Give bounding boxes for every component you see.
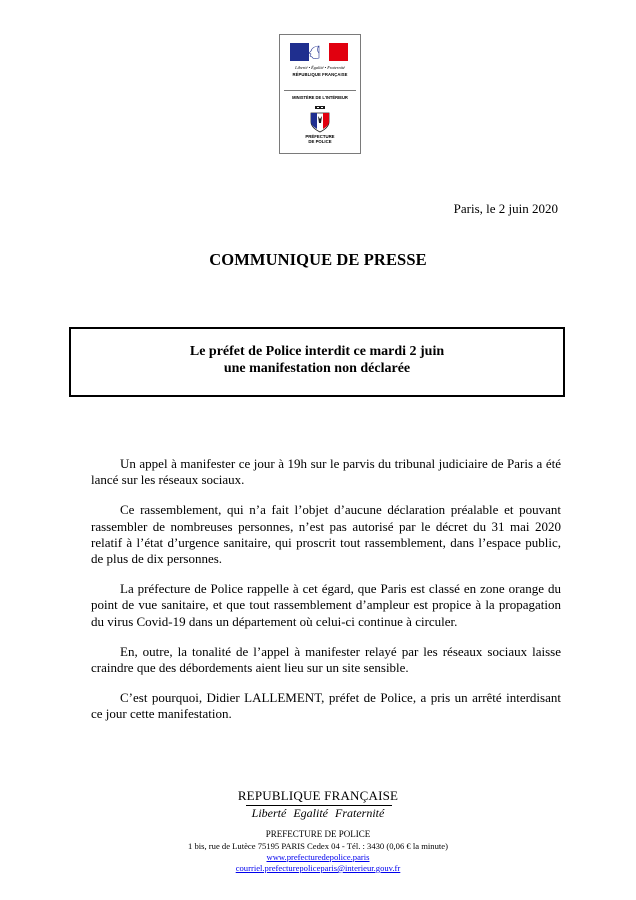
- paragraph: C’est pourquoi, Didier LALLEMENT, préfet de Police, a pris un arrêté interdisant ce jour cette manifestation.: [91, 690, 561, 722]
- ministry-label: MINISTÈRE DE L'INTÉRIEUR: [292, 95, 348, 100]
- logo-motto: Liberté • Égalité • Fraternité: [295, 65, 345, 70]
- paragraph: La préfecture de Police rappelle à cet égard, que Paris est classé en zone orange du point de vue sanitaire, et que tout rassemblement d’ampleur est propice à la propagation du virus Covid-19 dans un département où celui-ci continue à circuler.: [91, 581, 561, 629]
- footer-motto: Liberté Egalité Fraternité: [251, 806, 385, 820]
- logo-republic-label: RÉPUBLIQUE FRANÇAISE: [292, 72, 348, 77]
- tricolor-flag-icon: [290, 43, 348, 61]
- email-link[interactable]: courriel.prefecturepoliceparis@interieur.gouv.fr: [235, 863, 401, 873]
- headline-line-1: Le préfet de Police interdit ce mardi 2 juin: [189, 344, 445, 359]
- document-date: Paris, le 2 juin 2020: [453, 201, 558, 216]
- headline-line-2: une manifestation non déclarée: [223, 361, 411, 376]
- marianne-profile-icon: [308, 45, 320, 60]
- government-logo: [279, 34, 361, 154]
- logo-divider: [284, 90, 356, 91]
- paragraph: Un appel à manifester ce jour à 19h sur le parvis du tribunal judiciaire de Paris a été lancé sur les réseaux sociaux.: [91, 456, 561, 488]
- footer-republic: REPUBLIQUE FRANÇAISE: [237, 788, 399, 803]
- paragraph: En, outre, la tonalité de l’appel à manifester relayé par les réseaux sociaux laisse craindre que des débordements aient lieu sur un site sensible.: [91, 643, 561, 676]
- prefecture-logo-line1: PRÉFECTURE: [305, 134, 335, 139]
- page-title: COMMUNIQUE DE PRESSE: [209, 250, 427, 269]
- prefecture-logo-label: [280, 134, 360, 144]
- marianne-logo: [280, 35, 360, 89]
- headline-box: [69, 327, 565, 397]
- prefecture-logo-line2: DE POLICE: [308, 139, 332, 144]
- footer-prefecture: PREFECTURE DE POLICE: [265, 829, 371, 839]
- press-release-body: [91, 456, 561, 737]
- police-shield-icon: [309, 105, 331, 133]
- website-link[interactable]: www.prefecturedepolice.paris: [266, 852, 370, 862]
- paragraph: Ce rassemblement, qui n’a fait l’objet d’aucune déclaration préalable et pouvant rassembler de nombreuses personnes, n’est pas autorisé par le décret du 31 mai 2020 relatif à l’état d’urgence sanitaire, qui proscrit tout rassemblement, dans l’espace public, de plus de dix personnes.: [91, 502, 561, 567]
- footer-address: 1 bis, rue de Lutèce 75195 PARIS Cedex 04 - Tél. : 3430 (0,06 € la minute): [188, 841, 448, 851]
